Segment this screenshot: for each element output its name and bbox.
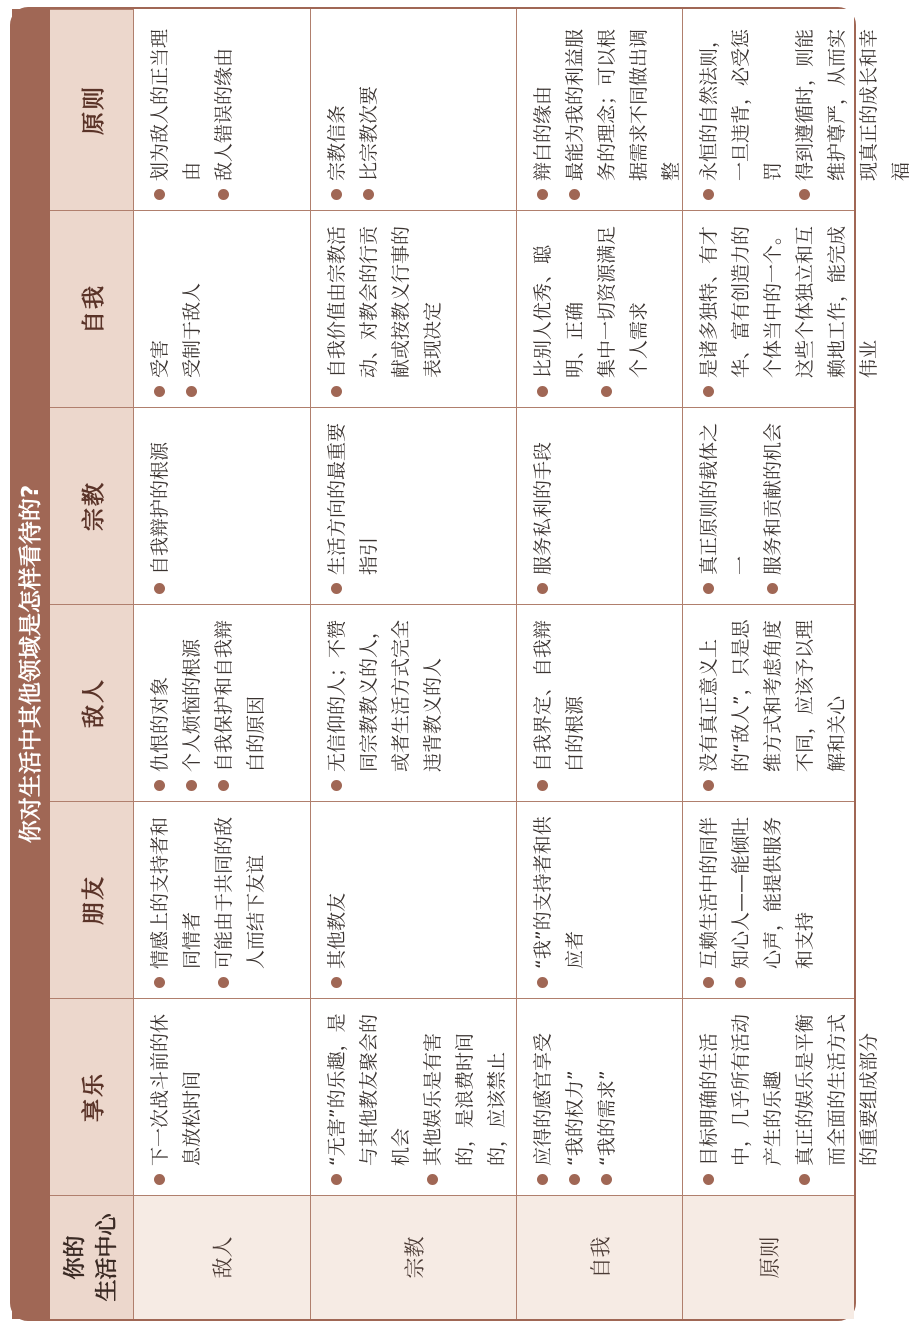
bullet-text: 服务和贡献的机会 <box>762 422 784 575</box>
bullet-dot-icon <box>331 780 342 791</box>
bullet-dot-icon <box>601 386 612 397</box>
table-cell <box>517 604 683 801</box>
bullet-item <box>757 416 789 594</box>
bullet-text: 最能为我的利益服务的理念；可以根据需求不同做出调整 <box>564 28 682 181</box>
bullet-text: “我的权力” <box>564 1070 586 1166</box>
column-header: 敌人 <box>50 604 134 801</box>
bullet-item <box>591 219 655 397</box>
bullet-text: 划为敌人的正当理由 <box>149 28 203 181</box>
table-cell <box>683 9 912 210</box>
bullet-text: 自我价值由宗教活动、对教会的行贡献或按教义行事的表现决定 <box>326 225 444 378</box>
table-cell <box>311 9 517 210</box>
bullet-text: 互赖生活中的同伴 <box>698 816 720 969</box>
column-header: 自我 <box>50 210 134 407</box>
bullet-dot-icon <box>331 386 342 397</box>
bullet-item <box>693 1007 789 1185</box>
table-cell <box>683 210 880 407</box>
bullet-text: 仇恨的对象 <box>149 676 171 772</box>
table-cell <box>517 210 683 407</box>
bullet-text: 受害 <box>149 339 171 378</box>
bullet-item <box>693 17 789 200</box>
table-cell <box>517 998 683 1195</box>
corner-line-1: 你的 <box>62 1235 88 1280</box>
bullet-item <box>693 810 725 988</box>
table-cell <box>683 604 854 801</box>
bullet-text: 真正的娱乐是平衡而全面的生活方式的重要组成部分 <box>794 1013 880 1166</box>
bullet-item <box>144 1007 208 1185</box>
bullet-item <box>144 219 176 397</box>
bullet-dot-icon <box>703 1174 714 1185</box>
table-cell <box>683 801 854 998</box>
table-cell <box>311 407 517 604</box>
bullet-item <box>144 810 208 988</box>
bullet-dot-icon <box>537 1174 548 1185</box>
bullet-dot-icon <box>799 1174 810 1185</box>
table-cell <box>517 801 683 998</box>
bullet-item <box>144 17 208 200</box>
bullet-dot-icon <box>154 780 165 791</box>
bullet-dot-icon <box>331 1174 342 1185</box>
bullet-text: 是诸多独特、有才华、富有创造力的个体当中的一个。这些个体独立和互赖地工作，能完成伟业 <box>698 225 880 378</box>
table-cell <box>311 801 517 998</box>
row-label: 原则 <box>683 1195 854 1319</box>
bullet-text: 其他教友 <box>326 892 348 969</box>
bullet-text: 知心人——能倾吐心声，能提供服务和支持 <box>730 816 816 969</box>
bullet-dot-icon <box>154 1174 165 1185</box>
bullet-dot-icon <box>331 583 342 594</box>
bullet-text: 服务私利的手段 <box>532 441 554 575</box>
bullet-text: 集中一切资源满足个人需求 <box>596 225 650 378</box>
bullet-item <box>789 1007 885 1185</box>
bullet-item <box>208 810 272 988</box>
bullet-dot-icon <box>154 189 165 200</box>
bullet-item <box>321 416 385 594</box>
row-label: 自我 <box>517 1195 683 1319</box>
row-label: 敌人 <box>134 1195 311 1319</box>
bullet-item <box>321 810 353 988</box>
bullet-text: 自我辩护的根源 <box>149 441 171 575</box>
bullet-text: 无信仰的人；不赞同宗教教义的人，或者生活方式完全违背教义的人 <box>326 619 444 772</box>
bullet-text: 比别人优秀、聪明、正确 <box>532 244 586 378</box>
table-cell <box>134 998 311 1195</box>
table-cell <box>517 9 683 210</box>
bullet-dot-icon <box>331 977 342 988</box>
bullet-item <box>208 613 272 791</box>
table-cell <box>683 407 854 604</box>
bullet-text: 受制于敌人 <box>181 282 203 378</box>
bullet-dot-icon <box>703 386 714 397</box>
bullet-item <box>693 219 885 397</box>
column-header: 享乐 <box>50 998 134 1195</box>
bullet-item <box>321 613 449 791</box>
bullet-dot-icon <box>767 583 778 594</box>
bullet-item <box>321 219 449 397</box>
bullet-dot-icon <box>537 583 548 594</box>
corner-line-2: 生活中心 <box>94 1213 120 1302</box>
table-cell <box>517 407 683 604</box>
bullet-text: 得到遵循时，则能维护尊严，从而实现真正的成长和幸福 <box>794 28 912 181</box>
bullet-text: 真正原则的载体之一 <box>698 422 752 575</box>
bullet-text: 其他娱乐是有害的，是浪费时间的，应该禁止 <box>422 1032 508 1166</box>
bullet-dot-icon <box>537 780 548 791</box>
comparison-table <box>50 9 912 1319</box>
table-cell <box>311 604 517 801</box>
bullet-item <box>693 613 853 791</box>
corner-header <box>50 1195 134 1319</box>
bullet-dot-icon <box>703 780 714 791</box>
bullet-dot-icon <box>218 780 229 791</box>
bullet-text: “我”的支持者和供应者 <box>532 816 586 969</box>
bullet-item <box>321 17 353 200</box>
column-header: 原则 <box>50 9 134 210</box>
bullet-dot-icon <box>154 583 165 594</box>
bullet-text: 目标明确的生活中，几乎所有活动产生的乐趣 <box>698 1013 784 1166</box>
bullet-item <box>176 613 208 791</box>
bullet-dot-icon <box>218 189 229 200</box>
bullet-item <box>527 416 559 594</box>
bullet-item <box>353 17 385 200</box>
table-cell <box>311 210 517 407</box>
bullet-dot-icon <box>427 1174 438 1185</box>
bullet-text: 下一次战斗前的休息放松时间 <box>149 1013 203 1166</box>
bullet-item <box>527 17 559 200</box>
bullet-dot-icon <box>537 977 548 988</box>
bullet-dot-icon <box>703 189 714 200</box>
bullet-dot-icon <box>601 1174 612 1185</box>
table-title: 你对生活中其他领域是怎样看待的? <box>12 9 50 1319</box>
bullet-text: 敌人错误的缘由 <box>213 47 235 181</box>
bullet-item <box>693 416 757 594</box>
bullet-text: 个人烦恼的根源 <box>181 638 203 772</box>
bullet-item <box>321 1007 417 1185</box>
column-header: 宗教 <box>50 407 134 604</box>
table-cell <box>683 998 880 1195</box>
bullet-dot-icon <box>537 386 548 397</box>
bullet-item <box>527 613 591 791</box>
bullet-dot-icon <box>186 780 197 791</box>
bullet-text: 情感上的支持者和同情者 <box>149 816 203 969</box>
table-cell <box>134 801 311 998</box>
bullet-text: “无害”的乐趣，是与其他教友聚会的机会 <box>326 1013 412 1166</box>
bullet-dot-icon <box>569 1174 580 1185</box>
bullet-item <box>725 810 821 988</box>
bullet-item <box>559 1007 591 1185</box>
bullet-dot-icon <box>331 189 342 200</box>
bullet-item <box>789 17 917 200</box>
bullet-text: 没有真正意义上的“敌人”，只是思维方式和考虑角度不同，应该予以理解和关心 <box>698 619 848 772</box>
bullet-text: “我的需求” <box>596 1070 618 1166</box>
table-cell <box>134 407 311 604</box>
bullet-item <box>208 17 240 200</box>
table-cell <box>134 210 311 407</box>
table-cell <box>134 9 311 210</box>
bullet-item <box>176 219 208 397</box>
bullet-dot-icon <box>735 977 746 988</box>
bullet-text: 永恒的自然法则，一旦违背，必受惩罚 <box>698 28 784 181</box>
bullet-dot-icon <box>569 189 580 200</box>
bullet-item <box>144 613 176 791</box>
bullet-dot-icon <box>363 189 374 200</box>
bullet-text: 辩白的缘由 <box>532 85 554 181</box>
bullet-dot-icon <box>537 189 548 200</box>
bullet-item <box>527 219 591 397</box>
bullet-text: 可能由于共同的敌人而结下友谊 <box>213 816 267 969</box>
row-label: 宗教 <box>311 1195 517 1319</box>
bullet-item <box>417 1007 513 1185</box>
table-frame <box>10 7 912 1321</box>
bullet-item <box>527 810 591 988</box>
bullet-text: 自我界定、自我辩白的根源 <box>532 619 586 772</box>
bullet-item <box>144 416 176 594</box>
bullet-dot-icon <box>799 189 810 200</box>
column-header: 朋友 <box>50 801 134 998</box>
bullet-item <box>591 1007 623 1185</box>
table-cell <box>311 998 517 1195</box>
table-cell <box>134 604 311 801</box>
bullet-dot-icon <box>218 977 229 988</box>
bullet-dot-icon <box>154 977 165 988</box>
bullet-text: 自我保护和自我辩白的原因 <box>213 619 267 772</box>
bullet-item <box>527 1007 559 1185</box>
bullet-text: 应得的感官享受 <box>532 1032 554 1166</box>
bullet-text: 宗教信条 <box>326 104 348 181</box>
bullet-text: 比宗教次要 <box>358 85 380 181</box>
bullet-text: 生活方向的最重要指引 <box>326 422 380 575</box>
bullet-dot-icon <box>186 386 197 397</box>
bullet-dot-icon <box>703 583 714 594</box>
bullet-dot-icon <box>154 386 165 397</box>
bullet-dot-icon <box>703 977 714 988</box>
bullet-item <box>559 17 687 200</box>
